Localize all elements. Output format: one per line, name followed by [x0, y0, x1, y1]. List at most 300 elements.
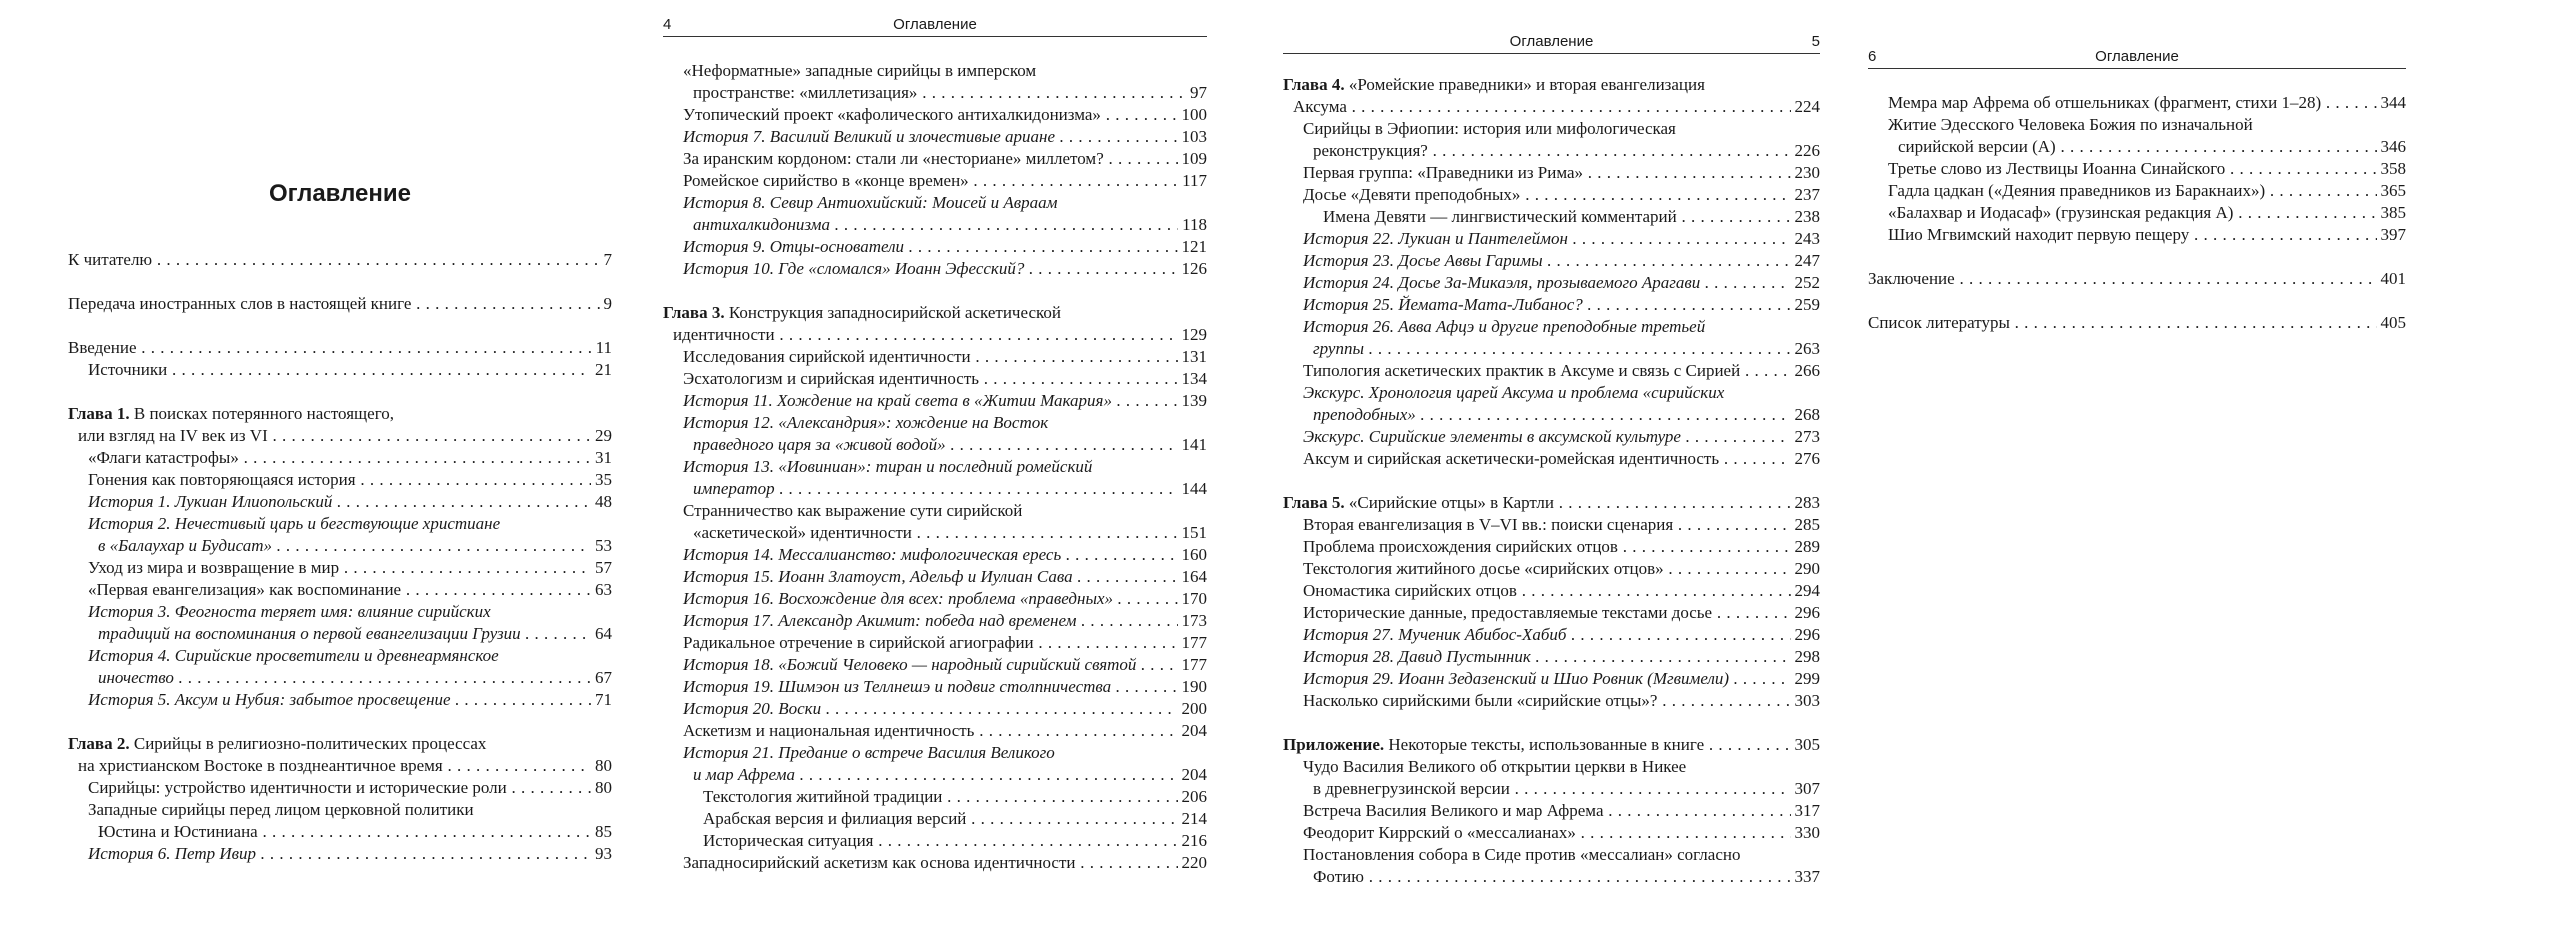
toc-entry	[663, 654, 1207, 676]
toc-entry-text: «Флаги катастрофы»	[88, 448, 239, 467]
toc-entry	[68, 359, 612, 381]
page-5	[1283, 0, 1820, 940]
toc-page-number: 31	[591, 447, 612, 469]
toc-entry-title	[663, 126, 1207, 148]
toc-page-number: 57	[591, 557, 612, 579]
toc-entry	[1868, 312, 2406, 334]
toc-entry	[1283, 580, 1820, 602]
toc-entry-text: пространстве: «миллетизация»	[693, 83, 918, 102]
toc-entry	[663, 456, 1207, 500]
toc-entry-text: История 12. «Александрия»: хождение на Восток	[683, 413, 1049, 432]
toc-entry	[68, 469, 612, 491]
toc-entry-title	[1283, 294, 1820, 316]
toc-entry-text: Утопический проект «кафолического антихалкидонизма»	[683, 105, 1101, 124]
toc-entry-text: «Балахвар и Иодасаф» (грузинская редакция А)	[1888, 203, 2234, 222]
toc-page-number: 121	[1178, 236, 1208, 258]
toc-entry	[1283, 228, 1820, 250]
toc-page-number: 164	[1178, 566, 1208, 588]
toc-entry-first-line	[663, 302, 1207, 324]
toc-page-number: 64	[591, 623, 612, 645]
toc-entry-title	[663, 478, 1207, 500]
toc-entry	[663, 830, 1207, 852]
toc-entry-text: «Сирийские отцы» в Картли	[1348, 493, 1554, 512]
toc-entry-title	[1283, 426, 1820, 448]
toc-entry	[1283, 558, 1820, 580]
toc-entry-text: За иранским кордоном: стали ли «несториане» миллетом?	[683, 149, 1104, 168]
toc-entry-text: Западносирийский аскетизм как основа идентичности	[683, 853, 1076, 872]
toc-entry-title	[1283, 96, 1820, 118]
toc-entry-text: Феодорит Киррский о «мессалианах»	[1303, 823, 1576, 842]
toc-entry	[1283, 492, 1820, 514]
toc-page-number: 305	[1791, 734, 1821, 756]
running-head-title: Оглавление	[2095, 48, 2179, 65]
toc-page-number: 80	[591, 755, 612, 777]
toc-entry	[68, 579, 612, 601]
toc-entry-text: К читателю	[68, 250, 153, 269]
toc-entry-text: История 9. Отцы-основатели	[683, 237, 905, 256]
toc-page-number: 290	[1791, 558, 1821, 580]
toc-entry-text: Гонения как повторяющаяся история	[88, 470, 356, 489]
toc-entry-text: в древнегрузинской версии	[1313, 779, 1510, 798]
toc-entry	[1283, 206, 1820, 228]
toc-entry-title	[1868, 92, 2406, 114]
toc-page-number: 71	[591, 689, 612, 711]
toc-entry	[663, 148, 1207, 170]
toc-entry	[1283, 602, 1820, 624]
toc-entry-text: История 19. Шимэон из Теллнешэ и подвиг столпничества	[683, 677, 1112, 696]
toc-entry-title	[68, 689, 612, 711]
toc-page-number: 224	[1791, 96, 1821, 118]
toc-page-number: 276	[1791, 448, 1821, 470]
toc-entry-title	[68, 579, 612, 601]
toc-page-number: 298	[1791, 646, 1821, 668]
toc-entry-title	[68, 293, 612, 315]
toc-entry-text: Эсхатологизм и сирийская идентичность	[683, 369, 980, 388]
toc-page-number: 397	[2377, 224, 2407, 246]
toc-entry	[68, 403, 612, 447]
toc-page-number: 401	[2377, 268, 2407, 290]
toc-entry	[663, 808, 1207, 830]
toc-page-number: 365	[2377, 180, 2407, 202]
toc-page-number: 177	[1178, 632, 1208, 654]
toc-page-number: 160	[1178, 544, 1208, 566]
toc-entry-title	[1868, 136, 2406, 158]
toc-entry-title	[1283, 778, 1820, 800]
page-number: 4	[663, 16, 672, 33]
toc-entry-text: Западные сирийцы перед лицом церковной политики	[88, 800, 474, 819]
toc-entry-text: на христианском Востоке в позднеантичное время	[78, 756, 443, 775]
toc-page-number: 307	[1791, 778, 1821, 800]
toc-entry	[1283, 822, 1820, 844]
toc-entry	[1868, 114, 2406, 158]
toc-page-number: 243	[1791, 228, 1821, 250]
toc-page-number: 93	[591, 843, 612, 865]
toc-entry-text: Ромейское сирийство в «конце времен»	[683, 171, 969, 190]
toc-entry-first-line	[68, 601, 612, 623]
toc-page-number: 216	[1178, 830, 1208, 852]
toc-entry-title	[1283, 536, 1820, 558]
toc-entry-text: преподобных»	[1313, 405, 1416, 424]
toc-entry-text: История 18. «Божий Человеко — народный сирийский святой	[683, 655, 1137, 674]
toc-entry	[663, 588, 1207, 610]
toc-entry-title	[663, 632, 1207, 654]
toc-entry-text: Экскурс. Сирийские элементы в аксумской культуре	[1303, 427, 1681, 446]
toc-entry	[68, 689, 612, 711]
running-head	[1868, 50, 2406, 69]
toc-entry-title	[1283, 492, 1820, 514]
toc-page-number: 144	[1178, 478, 1208, 500]
toc-entry-first-line	[68, 799, 612, 821]
toc-entry	[663, 500, 1207, 544]
toc-page-number: 204	[1178, 764, 1208, 786]
toc-entry	[1283, 74, 1820, 118]
page-left-1	[68, 0, 612, 940]
toc-entry-text: История 15. Иоанн Златоуст, Адельф и Иулиан Сава	[683, 567, 1073, 586]
chapter-label: Глава 3.	[663, 303, 725, 322]
toc-page-number: 131	[1178, 346, 1208, 368]
toc-page-number: 299	[1791, 668, 1821, 690]
toc-entry-title	[663, 544, 1207, 566]
toc-entry-first-line	[1283, 844, 1820, 866]
toc-entry-title	[663, 104, 1207, 126]
toc-entry-title	[663, 676, 1207, 698]
toc-entry-text: История 16. Восхождение для всех: проблема «праведных»	[683, 589, 1114, 608]
toc-entry	[1283, 844, 1820, 888]
toc-entry-title	[1283, 822, 1820, 844]
toc-entry-title	[1283, 668, 1820, 690]
toc-entry	[663, 566, 1207, 588]
toc-entry-text: Конструкция западносирийской аскетической	[724, 303, 1061, 322]
toc-entry	[68, 733, 612, 777]
page-4	[663, 0, 1207, 940]
toc-entry-text: Введение	[68, 338, 137, 357]
toc-entry-title	[663, 830, 1207, 852]
toc-entry	[1283, 316, 1820, 360]
toc-entry-text: История 3. Феогноста теряет имя: влияние сирийских	[88, 602, 491, 621]
toc-entry-text: Заключение	[1868, 269, 1955, 288]
toc-entry-text: в «Балаухар и Будисат»	[98, 536, 272, 555]
toc-entry-first-line	[68, 513, 612, 535]
toc-entry	[663, 170, 1207, 192]
page-number: 5	[1811, 33, 1820, 50]
toc-entry-title	[663, 852, 1207, 874]
toc-entry-text: Шио Мгвимский находит первую пещеру	[1888, 225, 2190, 244]
toc-entry-title	[1283, 140, 1820, 162]
chapter-label: Глава 2.	[68, 734, 130, 753]
toc-list	[1283, 74, 1820, 888]
toc-entry-first-line	[663, 192, 1207, 214]
toc-entry-text: Житие Эдесского Человека Божия по изначальной	[1888, 115, 2253, 134]
toc-entry-title	[1283, 866, 1820, 888]
toc-list	[663, 60, 1207, 874]
toc-page-number: 200	[1178, 698, 1208, 720]
toc-entry	[1868, 202, 2406, 224]
toc-entry	[68, 249, 612, 271]
toc-entry-text: Типология аскетических практик в Аксуме и связь с Сирией	[1303, 361, 1741, 380]
toc-entry-title	[663, 258, 1207, 280]
toc-entry-title	[1283, 250, 1820, 272]
toc-entry-text: Сирийцы в Эфиопии: история или мифологическая	[1303, 119, 1676, 138]
toc-entry-title	[1868, 312, 2406, 334]
toc-entry-title	[1283, 646, 1820, 668]
running-head	[1283, 35, 1820, 54]
toc-page-number: 273	[1791, 426, 1821, 448]
toc-page-number: 134	[1178, 368, 1208, 390]
toc-page-number: 226	[1791, 140, 1821, 162]
toc-page-number: 177	[1178, 654, 1208, 676]
toc-entry-text: Первая группа: «Праведники из Рима»	[1303, 163, 1584, 182]
toc-page-number: 9	[600, 293, 613, 315]
toc-page-number: 100	[1178, 104, 1208, 126]
toc-page-number: 35	[591, 469, 612, 491]
toc-page-number: 126	[1178, 258, 1208, 280]
toc-entry-title	[663, 346, 1207, 368]
toc-entry	[663, 346, 1207, 368]
toc-entry-text: История 25. Йемата-Мата-Либанос?	[1303, 295, 1583, 314]
toc-entry-text: Источники	[88, 360, 168, 379]
toc-entry-text: История 6. Петр Ивир	[88, 844, 257, 863]
toc-page-number: 141	[1178, 434, 1208, 456]
toc-entry-title	[1283, 602, 1820, 624]
toc-entry-title	[68, 535, 612, 557]
toc-entry-text: Мемра мар Афрема об отшельниках (фрагмент, стихи 1–28)	[1888, 93, 2322, 112]
toc-entry	[1283, 514, 1820, 536]
toc-page-number: 283	[1791, 492, 1821, 514]
toc-entry	[1283, 646, 1820, 668]
running-head	[663, 18, 1207, 37]
toc-entry	[68, 557, 612, 579]
toc-page-number: 129	[1178, 324, 1208, 346]
toc-entry-title	[1868, 180, 2406, 202]
toc-entry-title	[1283, 624, 1820, 646]
toc-entry-title	[663, 566, 1207, 588]
toc-entry	[1283, 184, 1820, 206]
toc-entry-title	[663, 522, 1207, 544]
toc-entry	[663, 368, 1207, 390]
toc-entry-text: Список литературы	[1868, 313, 2010, 332]
toc-entry-title	[663, 786, 1207, 808]
toc-page-number: 337	[1791, 866, 1821, 888]
toc-entry-text: или взгляд на IV век из VI	[78, 426, 268, 445]
toc-entry-text: Аксум и сирийская аскетически-ромейская идентичность	[1303, 449, 1720, 468]
toc-entry	[1283, 536, 1820, 558]
toc-entry-first-line	[68, 733, 612, 755]
toc-page-number: 206	[1178, 786, 1208, 808]
toc-entry	[1283, 426, 1820, 448]
toc-entry-title	[663, 214, 1207, 236]
toc-entry-title	[1283, 580, 1820, 602]
toc-entry-text: История 27. Мученик Абибос-Хабиб	[1303, 625, 1567, 644]
toc-entry	[663, 632, 1207, 654]
toc-entry-text: История 23. Досье Аввы Гаримы	[1303, 251, 1543, 270]
toc-entry-text: История 11. Хождение на край света в «Житии Макария»	[683, 391, 1112, 410]
toc-entry-first-line	[663, 742, 1207, 764]
toc-entry-title	[663, 610, 1207, 632]
toc-entry-text: История 13. «Иовиниан»: тиран и последний ромейский	[683, 457, 1093, 476]
chapter-label: Глава 1.	[68, 404, 130, 423]
toc-page-number: 151	[1178, 522, 1208, 544]
toc-entry-text: традиций на воспоминания о первой евангелизации Грузии	[98, 624, 521, 643]
toc-entry-text: Исторические данные, предоставляемые текстами досье	[1303, 603, 1713, 622]
toc-page-number: 173	[1178, 610, 1208, 632]
toc-page-number: 204	[1178, 720, 1208, 742]
toc-entry	[663, 544, 1207, 566]
toc-entry-text: Гадла цадкан («Деяния праведников из Баракнаих»)	[1888, 181, 2266, 200]
toc-page-number: 330	[1791, 822, 1821, 844]
running-head-title: Оглавление	[893, 16, 977, 33]
toc-entry-title	[68, 821, 612, 843]
toc-entry	[663, 412, 1207, 456]
toc-entry-title	[663, 148, 1207, 170]
toc-entry-text: История 20. Воски	[683, 699, 822, 718]
toc-entry-title	[663, 390, 1207, 412]
toc-page-number: 268	[1791, 404, 1821, 426]
toc-entry-text: Текстология житийной традиции	[703, 787, 943, 806]
toc-entry-title	[1283, 360, 1820, 382]
toc-entry-first-line	[1868, 114, 2406, 136]
toc-entry-title	[68, 843, 612, 865]
toc-entry	[663, 236, 1207, 258]
toc-entry-text: Постановления собора в Сиде против «мессалиан» согласно	[1303, 845, 1741, 864]
toc-page-number: 266	[1791, 360, 1821, 382]
toc-entry	[1868, 224, 2406, 246]
toc-entry-text: Встреча Василия Великого и мар Афрема	[1303, 801, 1604, 820]
toc-entry	[1868, 92, 2406, 114]
toc-entry-first-line	[663, 456, 1207, 478]
toc-entry	[663, 676, 1207, 698]
toc-entry-text: «Ромейские праведники» и вторая евангелизация	[1344, 75, 1705, 94]
toc-page-number: 97	[1186, 82, 1207, 104]
toc-page-number: 21	[591, 359, 612, 381]
toc-entry-text: Имена Девяти — лингвистический комментарий	[1323, 207, 1677, 226]
toc-entry-text: Ономастика сирийских отцов	[1303, 581, 1517, 600]
toc-entry-title	[1868, 224, 2406, 246]
toc-entry-first-line	[68, 645, 612, 667]
page-number: 6	[1868, 48, 1877, 65]
toc-entry-text: История 21. Предание о встрече Василия Великого	[683, 743, 1055, 762]
toc-entry-text: Аскетизм и национальная идентичность	[683, 721, 975, 740]
toc-entry-text: История 1. Лукиан Илиопольский	[88, 492, 333, 511]
toc-page-number: 170	[1178, 588, 1208, 610]
toc-entry-title	[1283, 272, 1820, 294]
toc-entry-text: антихалкидонизма	[693, 215, 830, 234]
running-head-title: Оглавление	[1509, 33, 1594, 50]
toc-entry-text: Чудо Василия Великого об открытии церкви в Никее	[1303, 757, 1687, 776]
toc-entry	[1283, 272, 1820, 294]
toc-page-number: 48	[591, 491, 612, 513]
toc-entry-title	[663, 170, 1207, 192]
toc-entry	[68, 337, 612, 359]
toc-page-number: 238	[1791, 206, 1821, 228]
toc-entry	[68, 777, 612, 799]
toc-entry-title	[663, 236, 1207, 258]
toc-entry	[663, 302, 1207, 346]
toc-entry-text: Радикальное отречение в сирийской агиографии	[683, 633, 1034, 652]
toc-entry-text: Некоторые тексты, использованные в книге	[1388, 735, 1705, 754]
toc-entry	[663, 742, 1207, 786]
toc-entry	[1283, 668, 1820, 690]
toc-entry-text: Арабская версия и филиация версий	[703, 809, 967, 828]
toc-entry-text: «Неформатные» западные сирийцы в имперском	[683, 61, 1037, 80]
toc-entry	[1868, 180, 2406, 202]
toc-entry-text: История 7. Василий Великий и злочестивые ариане	[683, 127, 1056, 146]
toc-entry-text: История 17. Александр Акимит: победа над временем	[683, 611, 1077, 630]
toc-entry	[1283, 690, 1820, 712]
toc-entry-title	[663, 368, 1207, 390]
toc-entry-title	[1283, 206, 1820, 228]
toc-page-number: 296	[1791, 624, 1821, 646]
toc-entry-title	[1868, 158, 2406, 180]
toc-entry-first-line	[1283, 382, 1820, 404]
toc-entry	[663, 698, 1207, 720]
toc-page-number: 289	[1791, 536, 1821, 558]
toc-entry-title	[1283, 338, 1820, 360]
toc-entry-text: группы	[1313, 339, 1364, 358]
toc-entry-title	[1283, 558, 1820, 580]
toc-entry-text: Проблема происхождения сирийских отцов	[1303, 537, 1618, 556]
toc-entry-first-line	[663, 412, 1207, 434]
toc-entry-text: Фотию	[1313, 867, 1364, 886]
toc-entry-title	[1283, 404, 1820, 426]
toc-entry-title	[68, 557, 612, 579]
toc-page-number: 385	[2377, 202, 2407, 224]
toc-entry-text: В поисках потерянного настоящего,	[129, 404, 394, 423]
toc-page-number: 67	[591, 667, 612, 689]
toc-page-number: 11	[592, 337, 612, 359]
toc-entry-title	[663, 654, 1207, 676]
toc-entry-first-line	[663, 60, 1207, 82]
toc-entry	[1868, 158, 2406, 180]
toc-entry-text: История 26. Авва Афцэ и другие преподобные третьей	[1303, 317, 1706, 336]
toc-page-number: 109	[1178, 148, 1208, 170]
toc-entry-text: праведного царя за «живой водой»	[693, 435, 946, 454]
toc-entry-first-line	[1283, 316, 1820, 338]
toc-entry	[663, 258, 1207, 280]
toc-entry	[1283, 250, 1820, 272]
toc-entry	[68, 645, 612, 689]
toc-page-number: 237	[1791, 184, 1821, 206]
toc-entry-text: Передача иностранных слов в настоящей книге	[68, 294, 412, 313]
toc-page-number: 344	[2377, 92, 2407, 114]
toc-list	[68, 249, 612, 865]
toc-entry	[663, 720, 1207, 742]
toc-entry-text: император	[693, 479, 775, 498]
toc-entry-text: сирийской версии (А)	[1898, 137, 2056, 156]
toc-entry-text: История 10. Где «сломался» Иоанн Эфесский?	[683, 259, 1025, 278]
toc-page-number: 7	[600, 249, 613, 271]
toc-entry-title	[68, 755, 612, 777]
toc-entry-title	[663, 698, 1207, 720]
toc-entry-title	[663, 588, 1207, 610]
toc-entry-title	[68, 777, 612, 799]
toc-page-number: 303	[1791, 690, 1821, 712]
toc-entry-text: История 5. Аксум и Нубия: забытое просвещение	[88, 690, 451, 709]
toc-entry-first-line	[1283, 118, 1820, 140]
toc-page-number: 85	[591, 821, 612, 843]
toc-entry-first-line	[663, 500, 1207, 522]
toc-entry-first-line	[68, 403, 612, 425]
chapter-label: Глава 4.	[1283, 75, 1345, 94]
toc-entry	[68, 843, 612, 865]
toc-entry-text: Вторая евангелизация в V–VI вв.: поиски сценария	[1303, 515, 1674, 534]
toc-page-number: 405	[2377, 312, 2407, 334]
toc-entry	[1283, 800, 1820, 822]
toc-entry-text: идентичности	[673, 325, 775, 344]
toc-entry-text: Третье слово из Лествицы Иоанна Синайского	[1888, 159, 2226, 178]
toc-entry	[1283, 118, 1820, 162]
toc-entry	[663, 610, 1207, 632]
toc-entry-title	[663, 808, 1207, 830]
